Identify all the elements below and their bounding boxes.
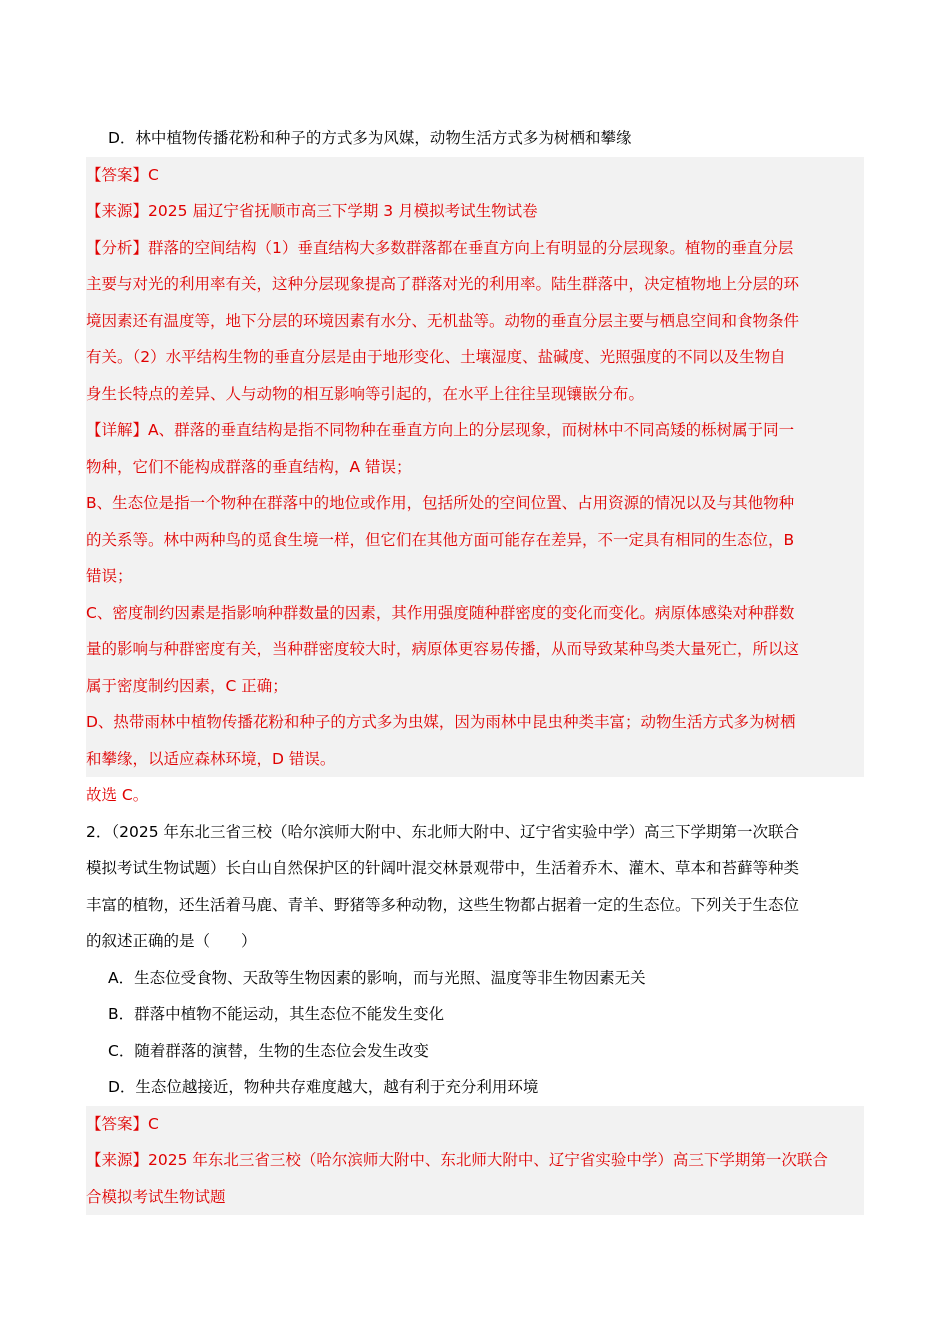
q2-source-line: 【来源】2025 年东北三省三校（哈尔滨师大附中、东北师大附中、辽宁省实验中学）高三下学期第一次联合 — [86, 1151, 828, 1169]
q2-option-a: A．生态位受食物、天敌等生物因素的影响，而与光照、温度等非生物因素无关 — [108, 968, 646, 987]
page-content — [86, 120, 864, 1215]
q2-option-b: B．群落中植物不能运动，其生态位不能发生变化 — [108, 1005, 445, 1023]
q1-analysis-line: 主要与对光的利用率有关，这种分层现象提高了群落对光的利用率。陆生群落中，决定植物地上分层的环 — [86, 275, 800, 293]
q2-answer: 【答案】C — [86, 1114, 159, 1133]
q1-detail-line: 和攀缘，以适应森林环境，D 错误。 — [86, 749, 336, 768]
q1-answer: 【答案】C — [86, 165, 159, 184]
q1-detail-line: 物种，它们不能构成群落的垂直结构，A 错误； — [86, 457, 412, 476]
q2-option-c: C．随着群落的演替，生物的生态位会发生改变 — [108, 1041, 429, 1060]
q2-answer-box — [86, 1106, 864, 1216]
q1-analysis-line: 身生长特点的差异、人与动物的相互影响等引起的，在水平上往往呈现镶嵌分布。 — [86, 384, 645, 403]
q2-option-d: D．生态位越接近，物种共存难度越大，越有利于充分利用环境 — [108, 1078, 539, 1096]
q1-detail-line: 的关系等。林中两种鸟的觅食生境一样，但它们在其他方面可能存在差异，不一定具有相同的生态位，B — [86, 530, 795, 549]
q2-stem-line: 的叙述正确的是（ ） — [86, 932, 257, 950]
q1-detail-line: 错误； — [86, 567, 133, 585]
q1-source: 【来源】2025 届辽宁省抚顺市高三下学期 3 月模拟考试生物试卷 — [86, 202, 538, 220]
q1-detail-line: 【详解】A、群落的垂直结构是指不同物种在垂直方向上的分层现象，而树林中不同高矮的栎树属于同一 — [86, 421, 795, 439]
q2-stem-line: 模拟考试生物试题）长白山自然保护区的针阔叶混交林景观带中，生活着乔木、灌木、草本和苔藓等种类 — [86, 859, 800, 877]
q2-stem-line: 丰富的植物，还生活着马鹿、青羊、野猪等多种动物，这些生物都占据着一定的生态位。下列关于生态位 — [86, 895, 800, 914]
q1-option-d: D．林中植物传播花粉和种子的方式多为风媒，动物生活方式多为树栖和攀缘 — [108, 129, 632, 147]
q1-analysis-line: 有关。（2）水平结构生物的垂直分层是由于地形变化、土壤湿度、盐碱度、光照强度的不同以及生物自 — [86, 348, 786, 366]
q1-conclusion: 故选 C。 — [86, 786, 149, 804]
q1-detail-line: 量的影响与种群密度有关，当种群密度较大时，病原体更容易传播，从而导致某种鸟类大量死亡，所以这 — [86, 640, 800, 658]
q1-detail-line: 属于密度制约因素，C 正确； — [86, 676, 288, 695]
q1-analysis-line: 境因素还有温度等，地下分层的环境因素有水分、无机盐等。动物的垂直分层主要与栖息空间和食物条件 — [86, 311, 800, 330]
q2-source-line: 合模拟考试生物试题 — [86, 1187, 226, 1206]
q1-answer-box — [86, 157, 864, 778]
q1-detail-line: B、生态位是指一个物种在群落中的地位或作用，包括所处的空间位置、占用资源的情况以及与其他物种 — [86, 494, 795, 512]
q1-analysis-line: 【分析】群落的空间结构（1）垂直结构大多数群落都在垂直方向上有明显的分层现象。植物的垂直分层 — [86, 238, 794, 257]
q1-detail-line: D、热带雨林中植物传播花粉和种子的方式多为虫媒，因为雨林中昆虫种类丰富；动物生活方式多为树栖 — [86, 713, 796, 731]
q1-detail-line: C、密度制约因素是指影响种群数量的因素，其作用强度随种群密度的变化而变化。病原体感染对种群数 — [86, 603, 795, 622]
q2-stem-line: 2．（2025 年东北三省三校（哈尔滨师大附中、东北师大附中、辽宁省实验中学）高三下学期第一次联合 — [86, 822, 799, 841]
